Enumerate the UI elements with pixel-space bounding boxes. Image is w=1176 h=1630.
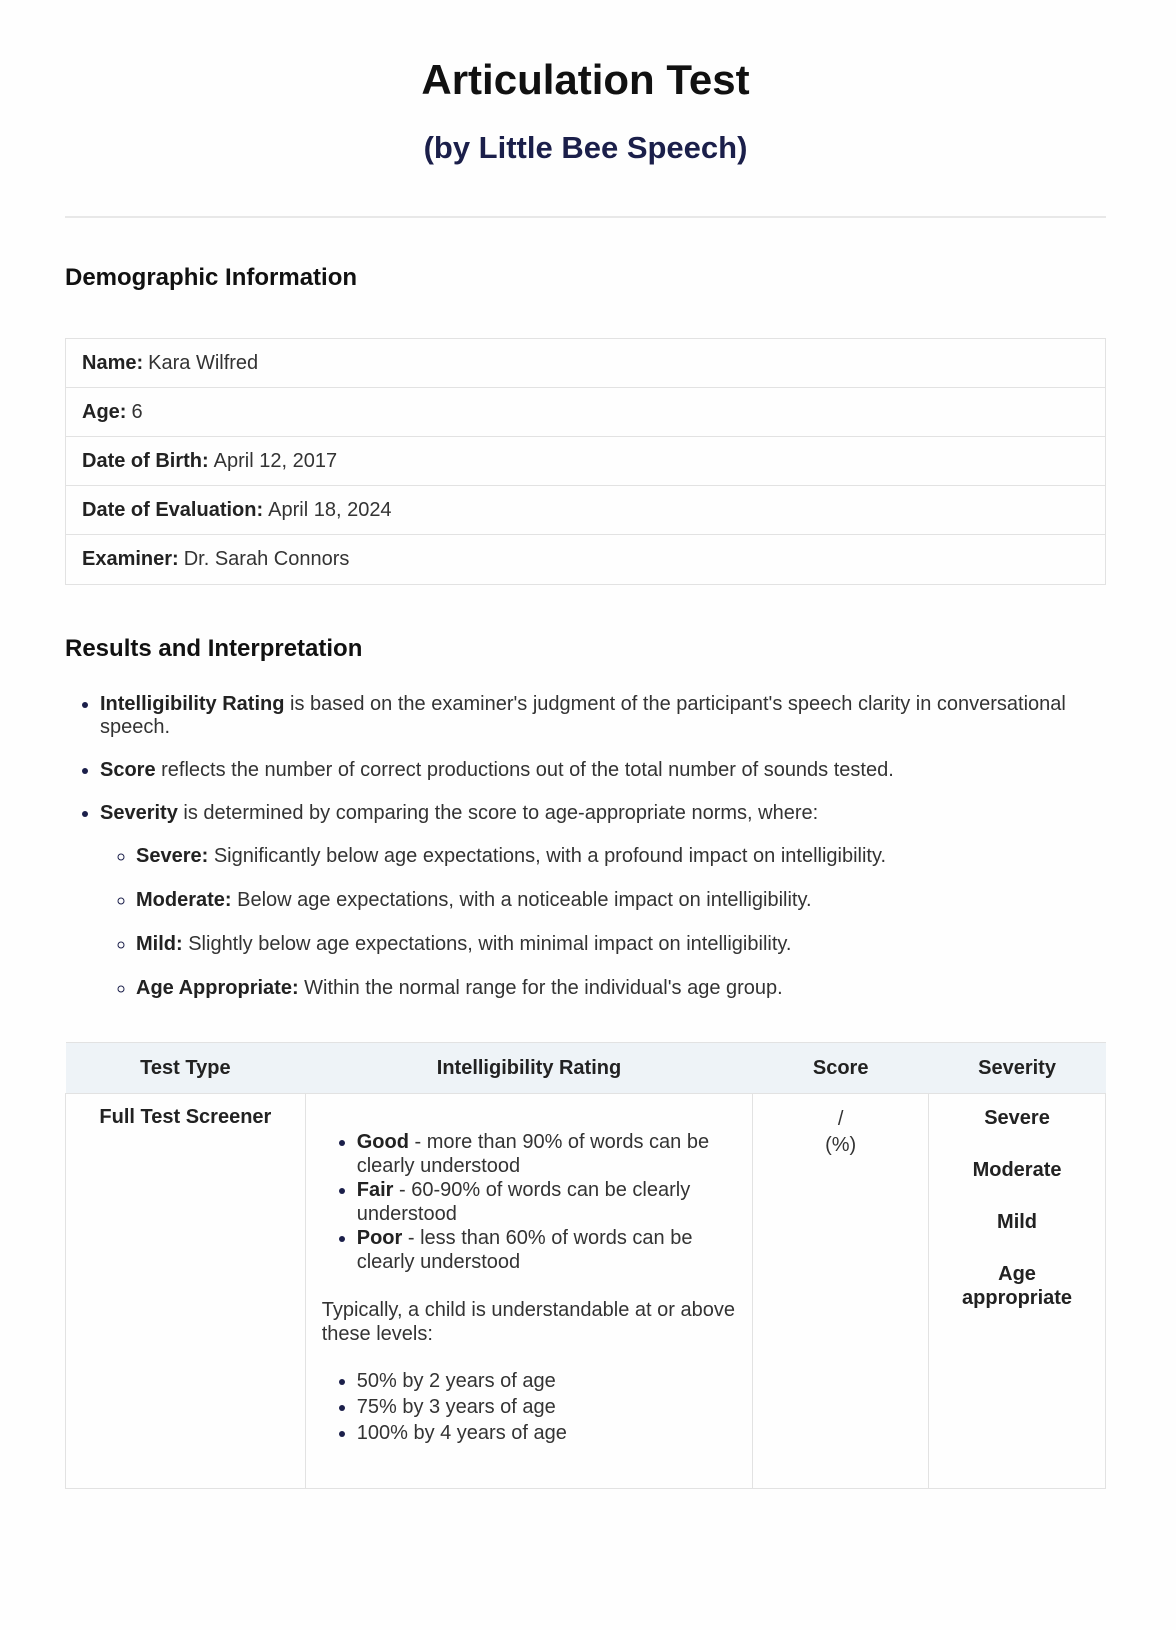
demographics-row-age: [66, 388, 1105, 437]
list-item: • 100% by 4 years of age: [357, 1420, 737, 1446]
score-cell: [753, 1094, 929, 1489]
list-item: [100, 759, 1106, 782]
description: is based on the examiner's judgment of the participant's speech clarity in conversational speech.: [100, 693, 1066, 738]
test-results-table: [65, 1042, 1106, 1489]
field-value: Dr. Sarah Connors: [183, 548, 350, 570]
description: Below age expectations, with a noticeable impact on intelligibility.: [231, 889, 812, 911]
list-item: • 75% by 3 years of age: [357, 1394, 737, 1420]
column-header-intelligibility-rating: Intelligibility Rating: [305, 1043, 753, 1094]
demographics-table: [65, 338, 1106, 585]
list-item: [136, 845, 1106, 868]
intelligibility-rating-cell: [305, 1094, 753, 1489]
typical-note: Typically, a child is understandable at or above these levels:: [321, 1299, 735, 1345]
demographics-row-name: [66, 339, 1105, 388]
description: reflects the number of correct productions out of the total number of sounds tested.: [155, 759, 894, 781]
term: Intelligibility Rating: [100, 693, 285, 715]
demographics-row-evaluation-date: [66, 486, 1105, 535]
document-page: [65, 0, 1106, 1489]
field-label: Name:: [82, 351, 144, 374]
description: Within the normal range for the individual's age group.: [298, 977, 783, 999]
term: Severity: [100, 802, 178, 824]
term: Score: [100, 759, 156, 781]
term: Age Appropriate:: [136, 977, 299, 999]
field-value: Kara Wilfred: [148, 351, 259, 374]
field-label: Age:: [82, 400, 127, 423]
description: - 60-90% of words can be clearly understood: [356, 1179, 691, 1225]
results-list: [65, 693, 1106, 1000]
list-item: [136, 933, 1106, 956]
score-percent: (%): [825, 1134, 857, 1156]
field-label: Date of Birth:: [82, 449, 209, 472]
header-divider: [65, 216, 1106, 218]
severity-option: Age appropriate: [962, 1263, 1073, 1309]
description: - more than 90% of words can be clearly understood: [356, 1131, 710, 1177]
column-header-severity: Severity: [929, 1043, 1106, 1094]
field-value: April 18, 2024: [268, 498, 392, 521]
demographics-row-dob: [66, 437, 1105, 486]
list-item: [357, 1130, 737, 1178]
demographics-row-examiner: [66, 535, 1105, 584]
list-item: [100, 693, 1106, 739]
list-item: [357, 1226, 737, 1274]
severity-option: Severe: [984, 1107, 1050, 1129]
document-subtitle: (by Little Bee Speech): [423, 130, 748, 165]
table-header-row: [66, 1043, 1106, 1094]
results-heading: Results and Interpretation: [65, 635, 363, 662]
description: is determined by comparing the score to age-appropriate norms, where:: [177, 802, 819, 824]
list-item: [100, 802, 1106, 1000]
field-label: Date of Evaluation:: [82, 498, 264, 521]
field-label: Examiner:: [82, 548, 179, 570]
severity-option: Mild: [997, 1211, 1038, 1233]
term: Moderate:: [136, 889, 232, 911]
field-value: 6: [131, 400, 143, 423]
severity-option: Moderate: [972, 1159, 1062, 1181]
term: Severe:: [136, 845, 209, 867]
age-levels-list: [322, 1368, 737, 1446]
test-type-cell: Full Test Screener: [66, 1094, 306, 1489]
description: Slightly below age expectations, with minimal impact on intelligibility.: [182, 933, 792, 955]
column-header-test-type: Test Type: [66, 1043, 306, 1094]
score-fraction: /: [837, 1108, 844, 1130]
description: Significantly below age expectations, with a profound impact on intelligibility.: [208, 845, 887, 867]
field-value: April 12, 2017: [213, 449, 338, 472]
term: Fair: [356, 1179, 394, 1201]
list-item: [136, 889, 1106, 912]
description: - less than 60% of words can be clearly understood: [356, 1227, 693, 1273]
table-row: [66, 1094, 1106, 1489]
column-header-score: Score: [753, 1043, 929, 1094]
rating-scale-list: [322, 1130, 737, 1274]
demographics-heading: Demographic Information: [65, 264, 358, 291]
term: Poor: [356, 1227, 403, 1249]
severity-levels-list: [100, 845, 1106, 1000]
list-item: [357, 1178, 737, 1226]
list-item: [136, 977, 1106, 1000]
document-title: Articulation Test: [421, 56, 750, 103]
term: Good: [356, 1131, 409, 1153]
list-item: • 50% by 2 years of age: [357, 1368, 737, 1394]
severity-cell: [929, 1094, 1106, 1489]
term: Mild:: [136, 933, 183, 955]
